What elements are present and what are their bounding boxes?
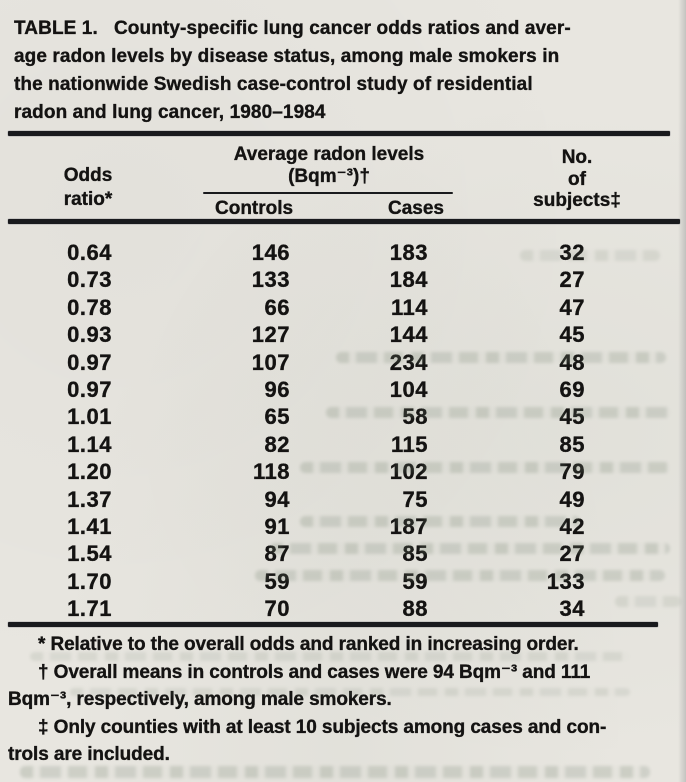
cell-subject-count: 79 — [559, 459, 585, 485]
table-row — [0, 294, 686, 321]
cell-subject-count: 49 — [559, 486, 585, 512]
table-top-rule — [8, 131, 670, 136]
cell-controls-radon: 133 — [251, 267, 290, 293]
cell-cases-radon: 88 — [402, 596, 428, 622]
cell-cases-radon: 184 — [389, 267, 428, 293]
cell-cases-radon: 75 — [402, 486, 428, 512]
column-header-controls: Controls — [215, 198, 294, 219]
cell-cases-radon: 104 — [389, 376, 428, 402]
scan-artifact — [615, 596, 681, 607]
cell-odds-ratio: 0.64 — [67, 240, 112, 265]
cell-odds-ratio: 0.97 — [67, 349, 112, 375]
table-row — [0, 266, 686, 293]
cell-cases-radon: 85 — [402, 541, 428, 567]
cell-subject-count: 32 — [559, 240, 585, 265]
scan-artifact — [326, 407, 671, 418]
footnote-dagger-continued: Bqm⁻³, respectively, among male smokers. — [8, 689, 392, 711]
cell-subject-count: 42 — [559, 513, 585, 539]
scan-artifact — [300, 516, 580, 527]
header-line: subjects‡ — [533, 190, 621, 211]
cell-controls-radon: 127 — [251, 322, 290, 348]
table-row — [0, 321, 686, 348]
scan-artifact — [520, 250, 660, 261]
cell-cases-radon: 234 — [389, 349, 428, 375]
cell-controls-radon: 66 — [264, 294, 290, 320]
table-caption — [14, 15, 676, 127]
cell-subject-count: 85 — [559, 431, 585, 457]
scan-artifact — [300, 462, 670, 473]
cell-cases-radon: 115 — [391, 431, 428, 457]
scan-artifact — [70, 688, 630, 696]
scan-artifact — [255, 570, 665, 581]
column-header-odds-ratio — [40, 164, 136, 212]
cell-odds-ratio: 1.54 — [67, 541, 112, 567]
header-body-rule — [8, 219, 680, 224]
caption-line: age radon levels by disease status, among male smokers in — [14, 46, 560, 67]
table-row — [0, 486, 686, 513]
cell-odds-ratio: 1.41 — [67, 513, 112, 539]
scan-artifact — [336, 352, 666, 363]
radon-subheader-rule — [203, 192, 453, 194]
cell-subject-count: 45 — [559, 404, 585, 430]
cell-odds-ratio: 1.14 — [67, 431, 112, 457]
cell-subject-count: 133 — [546, 568, 585, 594]
cell-cases-radon: 59 — [402, 568, 428, 594]
header-line: of — [568, 168, 586, 190]
header-line: Odds — [63, 165, 113, 186]
cell-controls-radon: 96 — [264, 376, 290, 402]
cell-controls-radon: 146 — [251, 240, 290, 265]
cell-controls-radon: 91 — [264, 513, 290, 539]
cell-controls-radon: 70 — [264, 596, 290, 622]
cell-subject-count: 27 — [559, 267, 585, 293]
header-line: ratio* — [63, 189, 113, 210]
cell-odds-ratio: 1.20 — [67, 459, 112, 485]
cell-cases-radon: 144 — [389, 322, 428, 348]
cell-odds-ratio: 1.71 — [67, 596, 112, 622]
cell-controls-radon: 59 — [264, 568, 290, 594]
table-body — [0, 239, 686, 622]
scan-artifact — [30, 652, 630, 661]
cell-cases-radon: 183 — [389, 240, 428, 265]
scan-edge-shadow — [678, 0, 686, 782]
header-line: No. — [561, 147, 593, 168]
footnote-asterisk: * Relative to the overall odds and ranked in increasing order. — [38, 634, 579, 655]
table-row — [0, 431, 686, 458]
cell-subject-count: 47 — [559, 294, 585, 320]
cell-controls-radon: 94 — [264, 486, 290, 512]
cell-odds-ratio: 1.70 — [67, 568, 112, 594]
caption-line: the nationwide Swedish case-control study of residential — [14, 74, 533, 95]
column-group-header-radon-levels — [203, 144, 455, 188]
footnote-dagger: † Overall means in controls and cases were 94 Bqm⁻³ and 111 — [38, 661, 591, 683]
cell-odds-ratio: 0.97 — [67, 376, 112, 402]
table-row — [0, 376, 686, 403]
cell-controls-radon: 65 — [264, 404, 290, 430]
column-header-cases: Cases — [388, 198, 444, 219]
cell-controls-radon: 87 — [264, 541, 290, 567]
cell-controls-radon: 107 — [251, 349, 290, 375]
cell-cases-radon: 102 — [389, 459, 428, 485]
cell-odds-ratio: 0.73 — [67, 267, 112, 293]
cell-subject-count: 34 — [559, 596, 585, 622]
footnote-double-dagger: ‡ Only counties with at least 10 subjects among cases and con- — [38, 716, 607, 738]
cell-controls-radon: 82 — [264, 431, 290, 457]
cell-cases-radon: 187 — [389, 513, 428, 539]
cell-odds-ratio: 0.78 — [67, 294, 112, 320]
cell-cases-radon: 114 — [391, 294, 428, 320]
cell-subject-count: 48 — [559, 349, 585, 375]
caption-line: radon and lung cancer, 1980–1984 — [14, 102, 326, 123]
cell-subject-count: 45 — [559, 322, 585, 348]
cell-odds-ratio: 0.93 — [67, 322, 112, 348]
cell-odds-ratio: 1.37 — [67, 486, 112, 512]
table-row — [0, 595, 686, 622]
header-line: (Bqm⁻³)† — [288, 166, 370, 187]
cell-subject-count: 27 — [559, 541, 585, 567]
table-bottom-rule — [8, 622, 658, 627]
scan-artifact — [20, 766, 650, 778]
cell-cases-radon: 58 — [402, 404, 428, 430]
cell-subject-count: 69 — [559, 376, 585, 402]
header-line: Average radon levels — [233, 144, 425, 165]
caption-line: TABLE 1. County-specific lung cancer odds ratios and aver- — [14, 18, 571, 39]
cell-odds-ratio: 1.01 — [67, 404, 112, 430]
footnote-double-dagger-continued: trols are included. — [8, 744, 170, 766]
cell-controls-radon: 118 — [253, 459, 290, 485]
scan-artifact — [270, 543, 670, 554]
column-header-subjects — [527, 147, 627, 212]
